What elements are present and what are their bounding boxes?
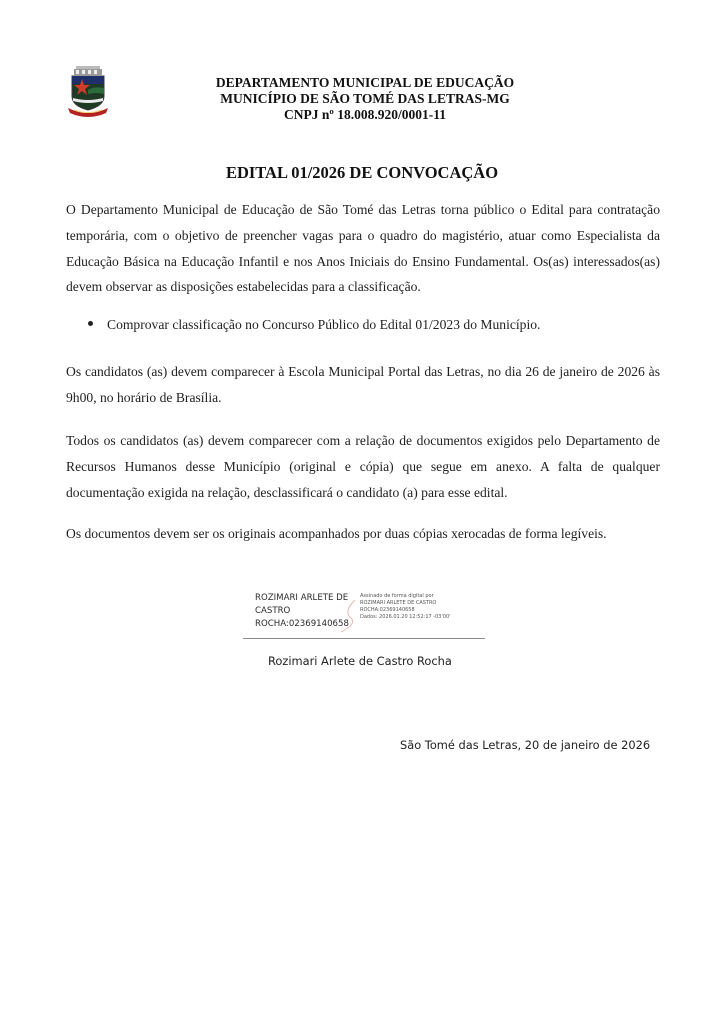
signature-line [243,638,485,639]
copies-paragraph: Os documentos devem ser os originais acompanhados por duas cópias xerocadas de forma legíveis. [66,526,607,541]
requirement-list-item [88,317,540,333]
signature-details [360,593,485,621]
signature-detail-line: Assinado de forma digital por [360,593,434,599]
digital-signature-stamp [255,592,485,640]
stamp-name-line: ROCHA:02369140658 [255,619,349,629]
signature-detail-line: ROCHA:02369140658 [360,607,415,613]
coat-of-arms-logo [64,64,112,120]
intro-paragraph: O Departamento Municipal de Educação de São Tomé das Letras torna público o Edital para contratação temporária, com o objetivo de preencher vagas para o quadro do magistério, atuar como Especialista da Educação Básica na Educação Infantil e nos Anos Iniciais do Ensino Fundamental. Os(as) interessados(as) devem observar as disposições estabelecidas para a classificação. [66,202,660,295]
cnpj-number: CNPJ nº 18.008.920/0001-11 [284,107,446,122]
letterhead [150,75,580,123]
signature-timestamp: Dados: 2026.01.20 12:52:17 -03'00' [360,614,451,620]
document-title: EDITAL 01/2026 DE CONVOCAÇÃO [225,163,499,182]
attendance-paragraph: Os candidatos (as) devem comparecer à Escola Municipal Portal das Letras, no dia 26 de janeiro de 2026 às 9h00, no horário de Brasília. [66,364,660,405]
coat-of-arms-icon [64,64,112,120]
signature-detail-line: ROZIMARI ARLETE DE CASTRO [360,600,437,606]
documents-paragraph: Todos os candidatos (as) devem comparecer com a relação de documentos exigidos pelo Departamento de Recursos Humanos desse Município (original e cópia) que segue em anexo. A falta de qualquer documentação exigida na relação, desclassificará o candidato (a) para esse edital. [66,433,660,500]
municipality-name: MUNICÍPIO DE SÃO TOMÉ DAS LETRAS-MG [220,91,510,106]
bullet-icon [88,321,93,326]
stamp-name-line: ROZIMARI ARLETE DE [255,593,349,603]
signature-stroke-icon [337,598,359,634]
signer-name: Rozimari Arlete de Castro Rocha [268,654,452,668]
place-and-date: São Tomé das Letras, 20 de janeiro de 2026 [400,738,651,752]
requirement-text: Comprovar classificação no Concurso Público do Edital 01/2023 do Município. [107,317,541,332]
stamp-name-line: CASTRO [255,606,291,616]
department-name: DEPARTAMENTO MUNICIPAL DE EDUCAÇÃO [215,75,515,90]
